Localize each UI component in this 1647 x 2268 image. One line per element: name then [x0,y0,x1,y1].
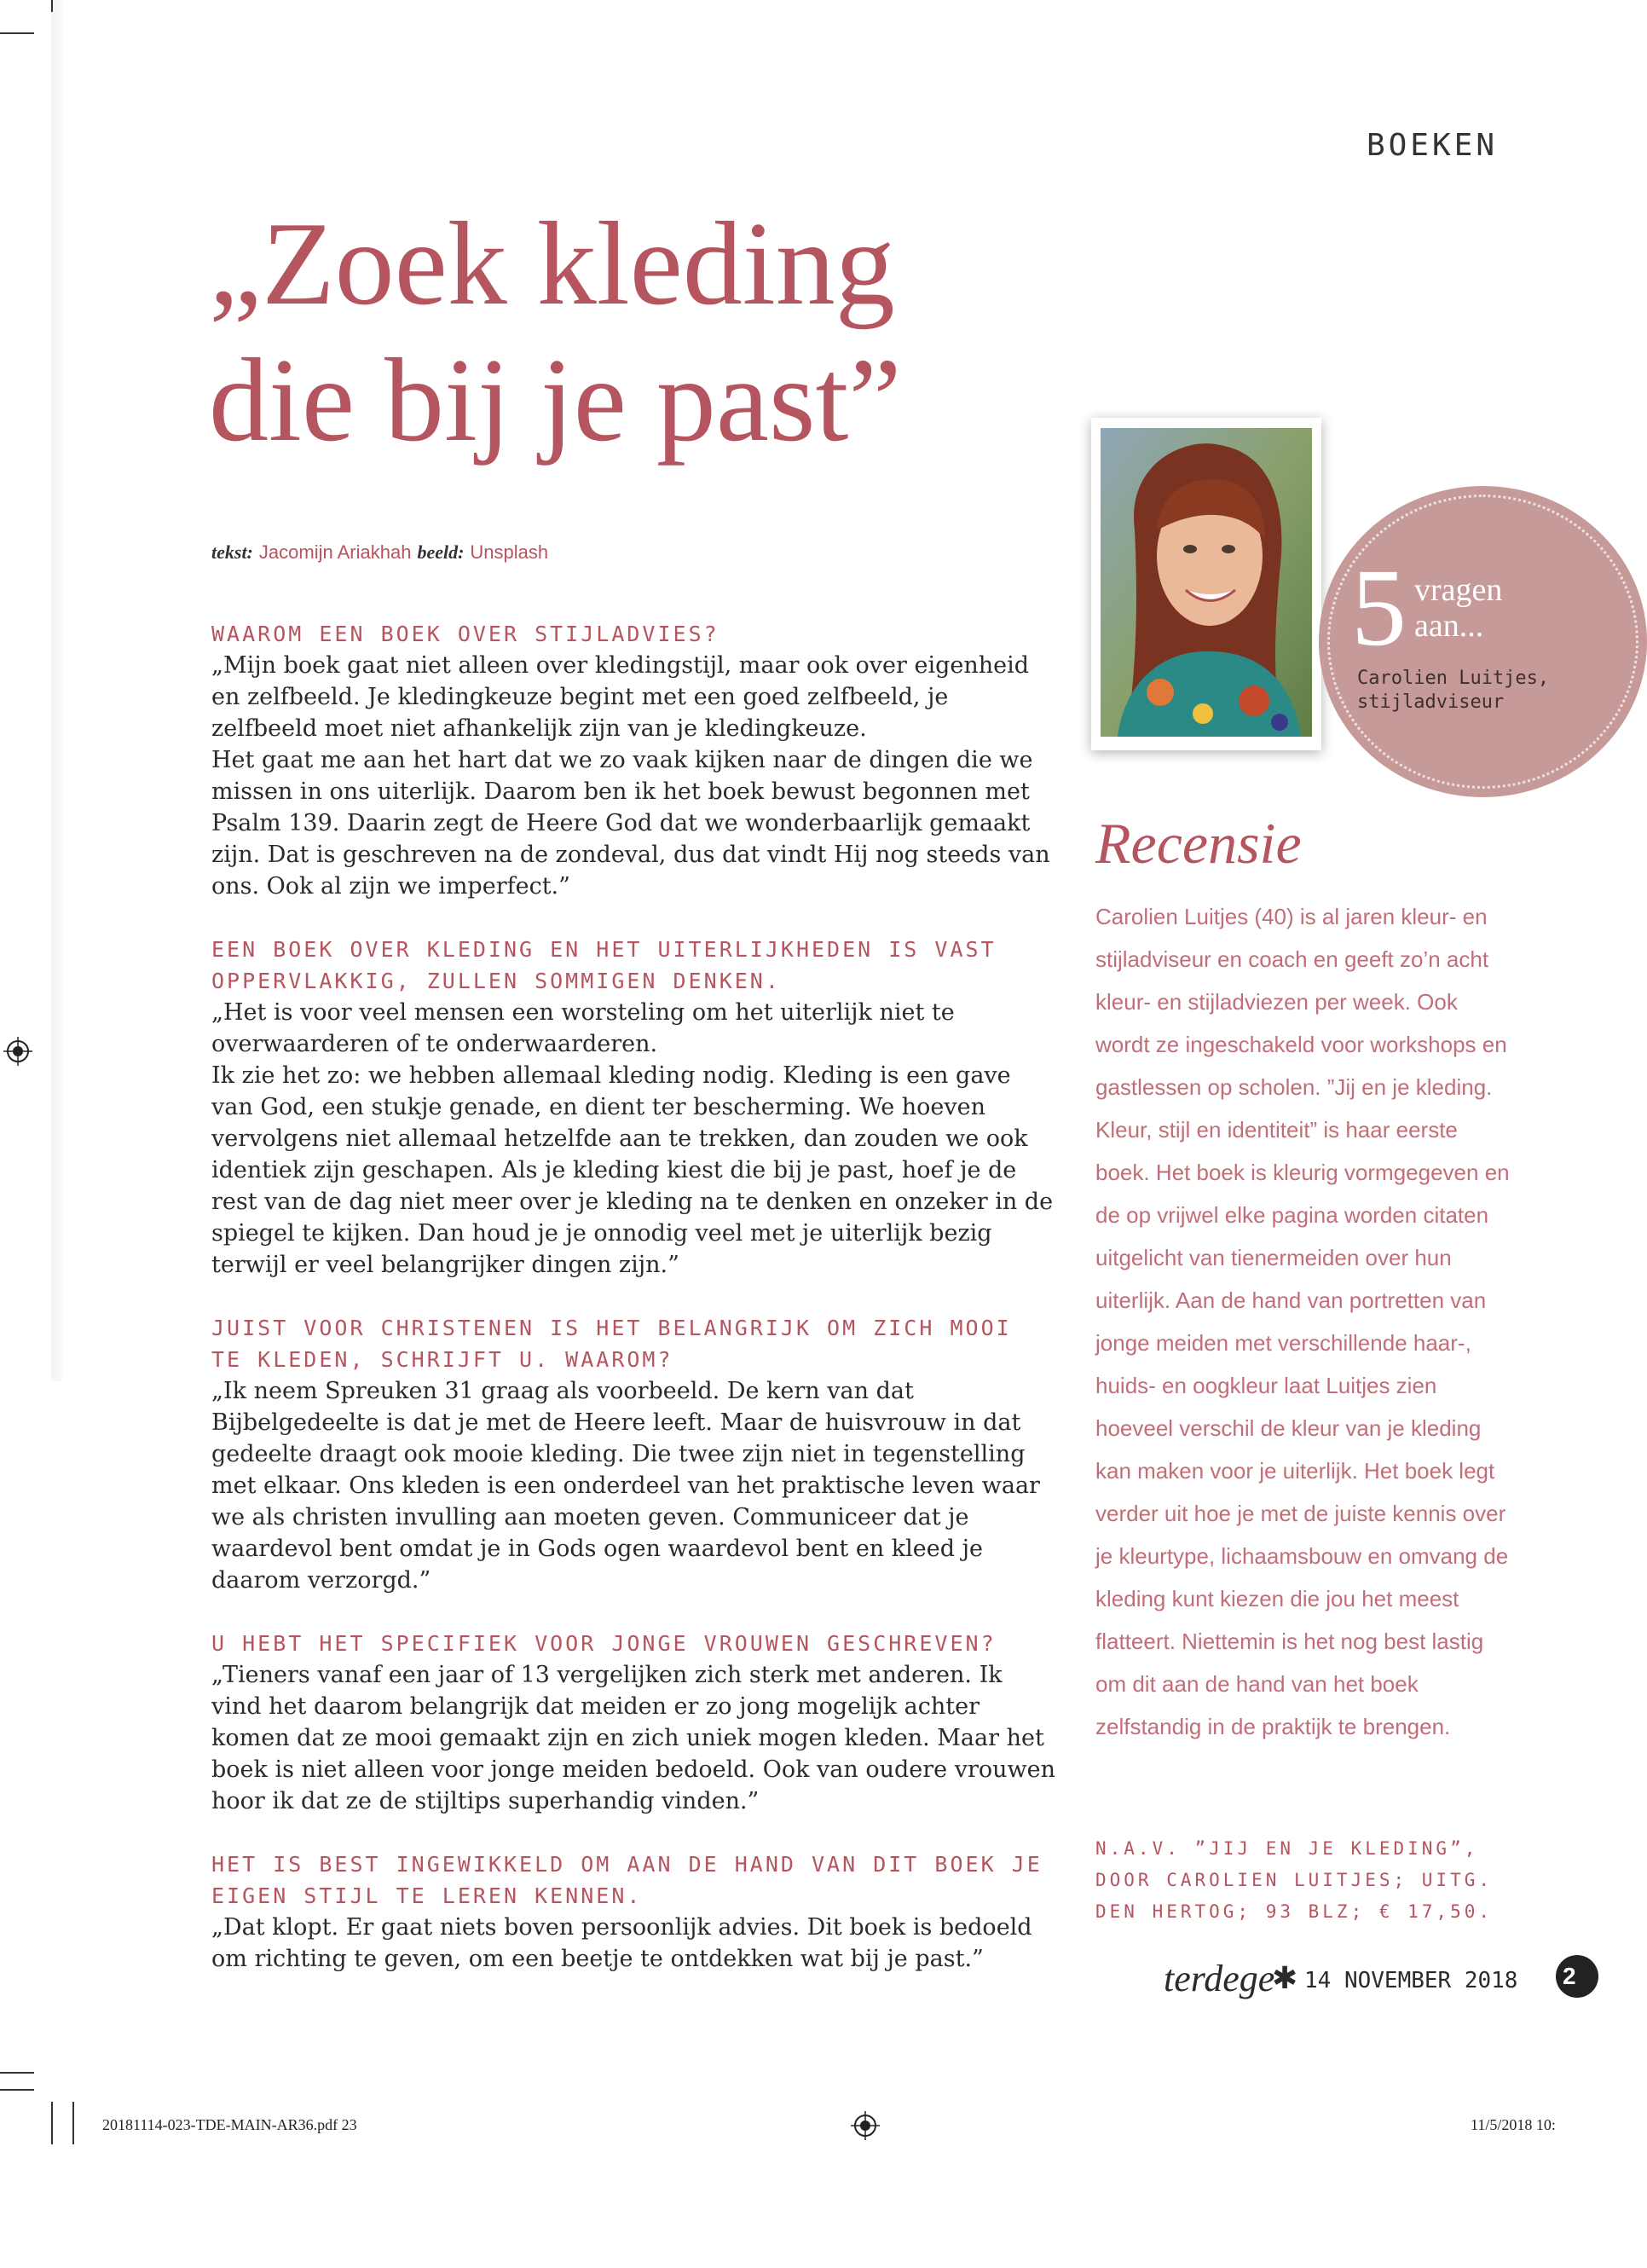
interview-answer [211,1375,1055,1596]
interview-question: WAAROM EEN BOEK OVER STIJLADVIES? [211,622,719,646]
crop-mark [51,0,53,12]
answer-paragraph: „Het is voor veel mensen een worsteling om het uiterlijk niet te overwaarderen of te onderwaarderen. [211,999,955,1057]
review-body: Carolien Luitjes (40) is al jaren kleur- en stijladviseur en coach en geeft zo’n acht kleur- en stijladviezen per week. Ook wordt ze ingeschakeld voor workshops en gastlessen op scholen. ”Jij en je kleding. Kleur, stijl en identiteit” is haar eerste boek. Het boek is kleurig vormgegeven en de op vrijwel elke pagina worden citaten uitgelicht van tienermeiden over hun uiterlijk. Aan de hand van portretten van jonge meiden met verschillende haar-, huids- en oogkleur laat Luitjes zien hoeveel verschil de kleur van je kleding kan maken voor je uiterlijk. Het boek legt verder uit hoe je met de juiste kennis over je kleurtype, lichaamsbouw en omvang de kleding kunt kiezen die jou het meest flatteert. Niettemin is het nog best lastig om dit aan de hand van het boek zelfstandig in de praktijk te brengen. [1095,904,1510,1739]
section-label: BOEKEN [1366,128,1498,163]
interview-question: HET IS BEST INGEWIKKELD OM AAN DE HAND VAN DIT BOEK JE EIGEN STIJL TE LEREN KENNEN. [211,1852,1043,1908]
magazine-logo: terdege [1164,1958,1275,1999]
image-credit-label: beeld: [417,541,465,563]
answer-paragraph: Het gaat me aan het hart dat we zo vaak kijken naar de dingen die we missen in ons uiterlijk. Daarom ben ik het boek bewust begonnen met Psalm 139. Daarin zegt de Heere God dat we wonderbaarlijk gemaakt zijn. Dat is geschreven na de zondeval, dus dat vindt Hij nog steeds van ons. Ook al zijn we imperfect.” [211,747,1050,900]
interview-question: U HEBT HET SPECIFIEK VOOR JONGE VROUWEN GESCHREVEN? [211,1631,997,1656]
qa-block [211,1312,1055,1596]
crop-mark [72,2102,74,2144]
headline-line-2: die bij je past” [209,334,902,466]
print-slug-date: 11/5/2018 10: [1471,2116,1556,2133]
answer-paragraph: „Mijn boek gaat niet alleen over kledingstijl, maar ook over eigenheid en zelfbeeld. Je kledingkeuze begint met een goed zelfbeeld, je zelfbeeld moet niet afhankelijk zijn van je kledingkeuze. [211,652,1030,742]
print-slug-file: 20181114-023-TDE-MAIN-AR36.pdf 23 [102,2116,357,2133]
registration-mark-icon [3,1037,32,1066]
crop-mark [51,2102,53,2144]
issue-date: 14 NOVEMBER 2018 [1304,1968,1518,1993]
page-edge-shadow [51,0,63,1381]
registration-mark-icon [851,2111,880,2140]
interview-answer [211,1659,1055,1817]
text-credit-label: tekst: [211,541,253,563]
answer-paragraph: „Tieners vanaf een jaar of 13 vergelijken zich sterk met anderen. Ik vind het daarom belangrijk dat meiden er zo jong mogelijk achter komen dat ze mooi gemaakt zijn en zich uniek mogen kleden. Maar het boek is niet alleen voor jonge meiden bedoeld. Ook van oudere vrouwen hoor ik dat ze de stijltips superhandig vinden.” [211,1662,1056,1814]
book-details: N.A.V. ”JIJ EN JE KLEDING”, DOOR CAROLIEN LUITJES; UITG. DEN HERTOG; 93 BLZ; € 17,50. [1095,1838,1494,1922]
badge-title-line-2: aan... [1414,608,1484,644]
qa-block [211,1628,1055,1817]
headline-line-1: „Zoek kleding [209,198,895,330]
five-questions-badge [1319,486,1647,797]
interview-answer [211,997,1055,1281]
interview-question: JUIST VOOR CHRISTENEN IS HET BELANGRIJK OM ZICH MOOI TE KLEDEN, SCHRIJFT U. WAAROM? [211,1316,1012,1372]
qa-block [211,934,1055,1281]
interview-body [211,618,1055,2006]
portrait-photo-frame [1091,418,1321,750]
qa-block [211,1849,1055,1975]
page-number: 2 [1556,1955,1598,1998]
answer-paragraph: Ik zie het zo: we hebben allemaal kleding nodig. Kleding is een gave van God, een stukje genade, en dient ter bescherming. We hoeven vervolgens niet allemaal hetzelfde aan te trekken, dan zouden we ook identiek zijn geschapen. Als je kleding kiest die bij je past, hoef je de rest van de dag niet meer over je kleding na te denken en onzeker in de spiegel te kijken. Dan houd je je onnodig veel met je uiterlijk bezig terwijl er veel belangrijker dingen zijn.” [211,1062,1054,1278]
article-headline [209,196,1061,469]
star-separator-icon: ✱ [1272,1961,1298,1996]
byline [211,541,548,564]
text-credit-author: Jacomijn Ariakhah [258,541,412,563]
qa-block [211,618,1055,902]
badge-title-line-1: vragen [1414,572,1503,608]
interview-answer [211,650,1055,902]
image-credit-source: Unsplash [470,541,549,563]
interview-answer [211,1912,1055,1975]
crop-mark [0,32,34,34]
interview-question: EEN BOEK OVER KLEDING EN HET UITERLIJKHEDEN IS VAST OPPERVLAKKIG, ZULLEN SOMMIGEN DENKEN. [211,937,997,993]
review-title: Recensie [1095,811,1302,876]
badge-number: 5 [1351,547,1407,669]
answer-paragraph: „Dat klopt. Er gaat niets boven persoonlijk advies. Dit boek is bedoeld om richting te geven, om een beetje te ontdekken wat bij je past.” [211,1914,1032,1972]
answer-paragraph: „Ik neem Spreuken 31 graag als voorbeeld. De kern van dat Bijbelgedeelte is dat je met de Heere leeft. Maar de huisvrouw in dat gedeelte draagt ook mooie kleding. Die twee zijn niet in tegenstelling met elkaar. Ons kleden is een onderdeel van het praktische leven waar we als christen invulling aan moeten geven. Communiceer dat je waardevol bent omdat je in Gods ogen waardevol bent en kleed je daarom verzorgd.” [211,1378,1040,1594]
crop-mark [0,2072,34,2074]
interviewee-name: Carolien Luitjes, stijladviseur [1357,668,1550,713]
crop-mark [0,2089,34,2091]
portrait-photo [1101,428,1312,737]
